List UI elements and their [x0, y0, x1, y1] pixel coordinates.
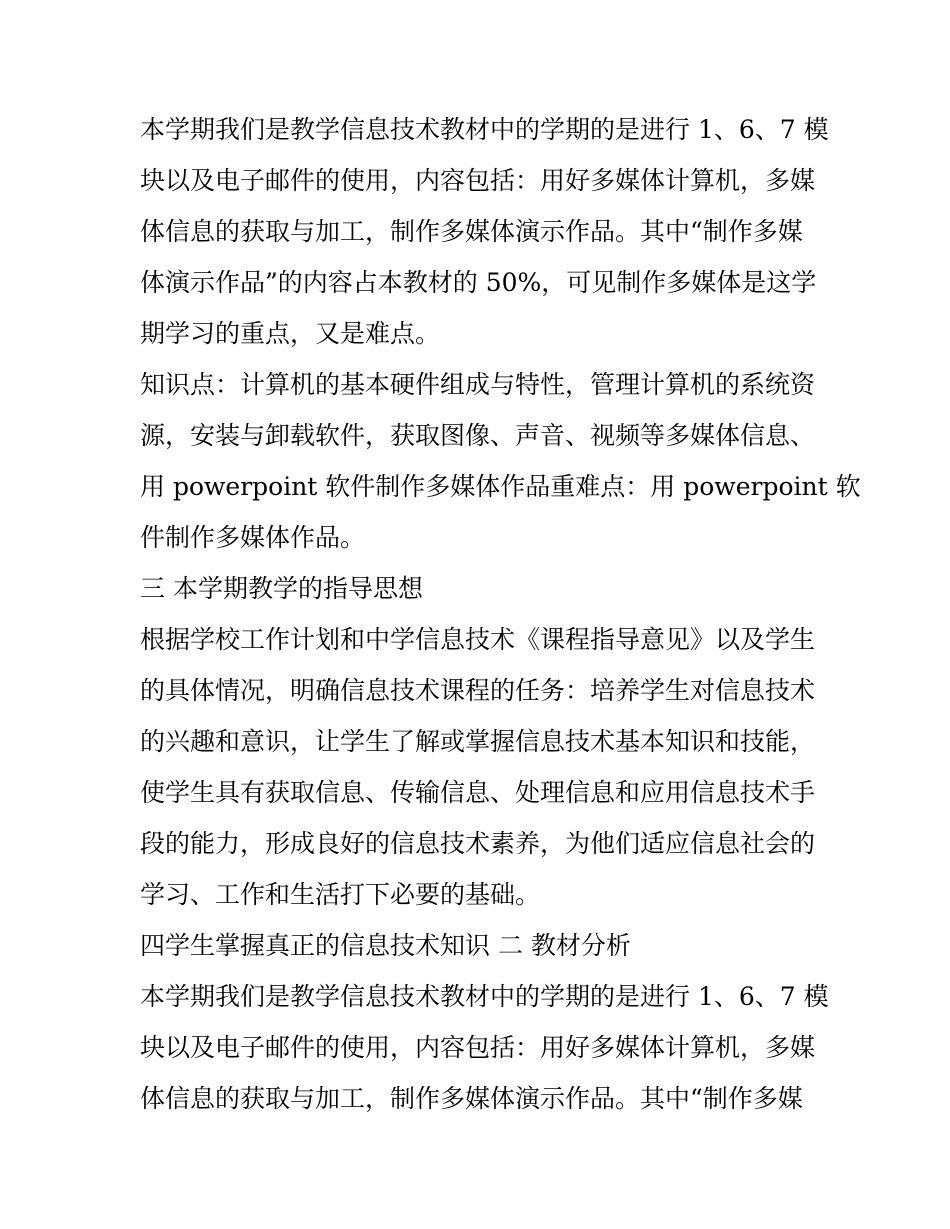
- text-line: 本学期我们是教学信息技术教材中的学期的是进行 1、6、7 模: [140, 115, 829, 144]
- text-line: 用 powerpoint 软件制作多媒体作品重难点：用 powerpoint 软: [140, 472, 861, 501]
- text-line: 学习、工作和生活打下必要的基础。: [140, 880, 541, 909]
- text-line: 本学期我们是教学信息技术教材中的学期的是进行 1、6、7 模: [140, 982, 829, 1011]
- text-line: 段的能力，形成良好的信息技术素养，为他们适应信息社会的: [140, 829, 816, 858]
- paragraph-intro: [140, 104, 829, 359]
- text-line: 知识点：计算机的基本硬件组成与特性，管理计算机的系统资: [140, 370, 816, 399]
- text-line: 使学生具有获取信息、传输信息、处理信息和应用信息技术手: [140, 778, 816, 807]
- text-line: 的具体情况，明确信息技术课程的任务：培养学生对信息技术: [140, 676, 816, 705]
- paragraph-knowledge-points: [140, 359, 861, 563]
- text-line: 源，安装与卸载软件，获取图像、声音、视频等多媒体信息、: [140, 421, 816, 450]
- document-page: [140, 104, 861, 1124]
- section-heading-guiding-ideology: [140, 563, 820, 614]
- text-line: 体信息的获取与加工，制作多媒体演示作品。其中“制作多媒: [140, 1084, 803, 1113]
- text-line: 件制作多媒体作品。: [140, 523, 366, 552]
- text-line: 的兴趣和意识，让学生了解或掌握信息技术基本知识和技能，: [140, 727, 816, 756]
- text-line: 体信息的获取与加工，制作多媒体演示作品。其中“制作多媒: [140, 217, 803, 246]
- text-line: 块以及电子邮件的使用，内容包括：用好多媒体计算机，多媒: [140, 1033, 816, 1062]
- heading-line: 三 本学期教学的指导思想: [140, 574, 423, 603]
- text-line: 根据学校工作计划和中学信息技术《课程指导意见》以及学生: [140, 625, 816, 654]
- text-line: 期学习的重点，又是难点。: [140, 319, 441, 348]
- paragraph-guiding-ideology: [140, 614, 820, 920]
- text-line: 体演示作品”的内容占本教材的 50%，可见制作多媒体是这学: [140, 268, 817, 297]
- heading-line: 四学生掌握真正的信息技术知识 二 教材分析: [140, 931, 631, 960]
- paragraph-textbook-analysis: [140, 971, 829, 1124]
- section-heading-textbook-analysis: [140, 920, 820, 971]
- text-line: 块以及电子邮件的使用，内容包括：用好多媒体计算机，多媒: [140, 166, 816, 195]
